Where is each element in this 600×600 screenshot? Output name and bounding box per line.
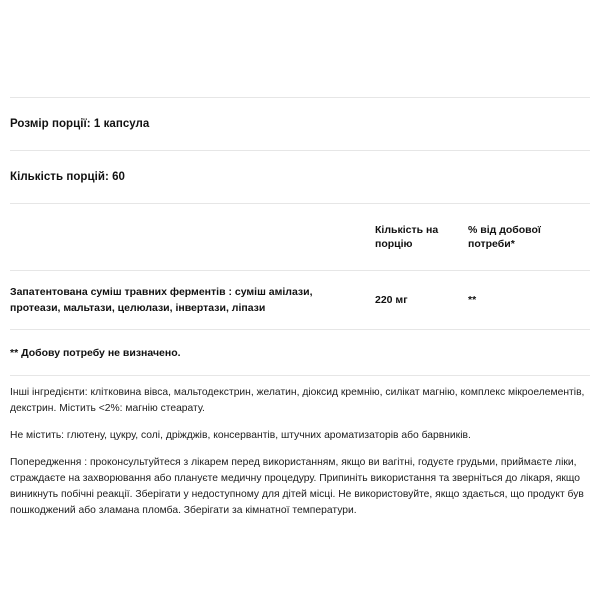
table-row (10, 271, 590, 329)
warning-text: Попередження : проконсультуйтеся з лікарем перед використанням, якщо ви вагітні, годуєте грудьми, приймаєте ліки, страждаєте на захворювання або плануєте медичну процедуру. Припиніть використання та зверніться до лікаря, якщо виникнуть побічні реакції. Зберігати у недоступному для дітей місці. Не використовуйте, якщо здається, що продукт був пошкоджений або зламана пломба. Зберігати за кімнатної температури. (10, 456, 584, 516)
column-header-amount-per-serving: Кількість на порцію (375, 223, 439, 250)
nutrition-table-header (10, 204, 590, 270)
other-ingredients-text: Інші інгредієнти: клітковина вівса, мальтодекстрин, желатин, діоксид кремнію, силікат магнію, комплекс мікроелементів, декстрин. Містить <2%: магнію стеарату. (10, 387, 585, 414)
free-from-text: Не містить: глютену, цукру, солі, дріжджів, консервантів, штучних ароматизаторів або барвників. (10, 429, 471, 441)
column-header-percent-daily-value: % від добової потреби* (468, 223, 541, 250)
nutrient-daily-value: ** (468, 294, 477, 306)
servings-per-container-row (10, 151, 590, 203)
serving-size-row (10, 98, 590, 150)
daily-value-footnote: ** Добову потребу не визначено. (10, 347, 181, 359)
nutrient-name: Запатентована суміш травних ферментів : суміш амілази, протеази, мальтази, целюлази, інвертази, ліпази (10, 285, 313, 314)
notes-section (10, 376, 590, 519)
top-spacer (10, 0, 590, 97)
serving-size-label: Розмір порції: 1 капсула (10, 118, 150, 130)
servings-per-container-label: Кількість порцій: 60 (10, 171, 125, 183)
nutrient-amount: 220 мг (375, 294, 408, 306)
